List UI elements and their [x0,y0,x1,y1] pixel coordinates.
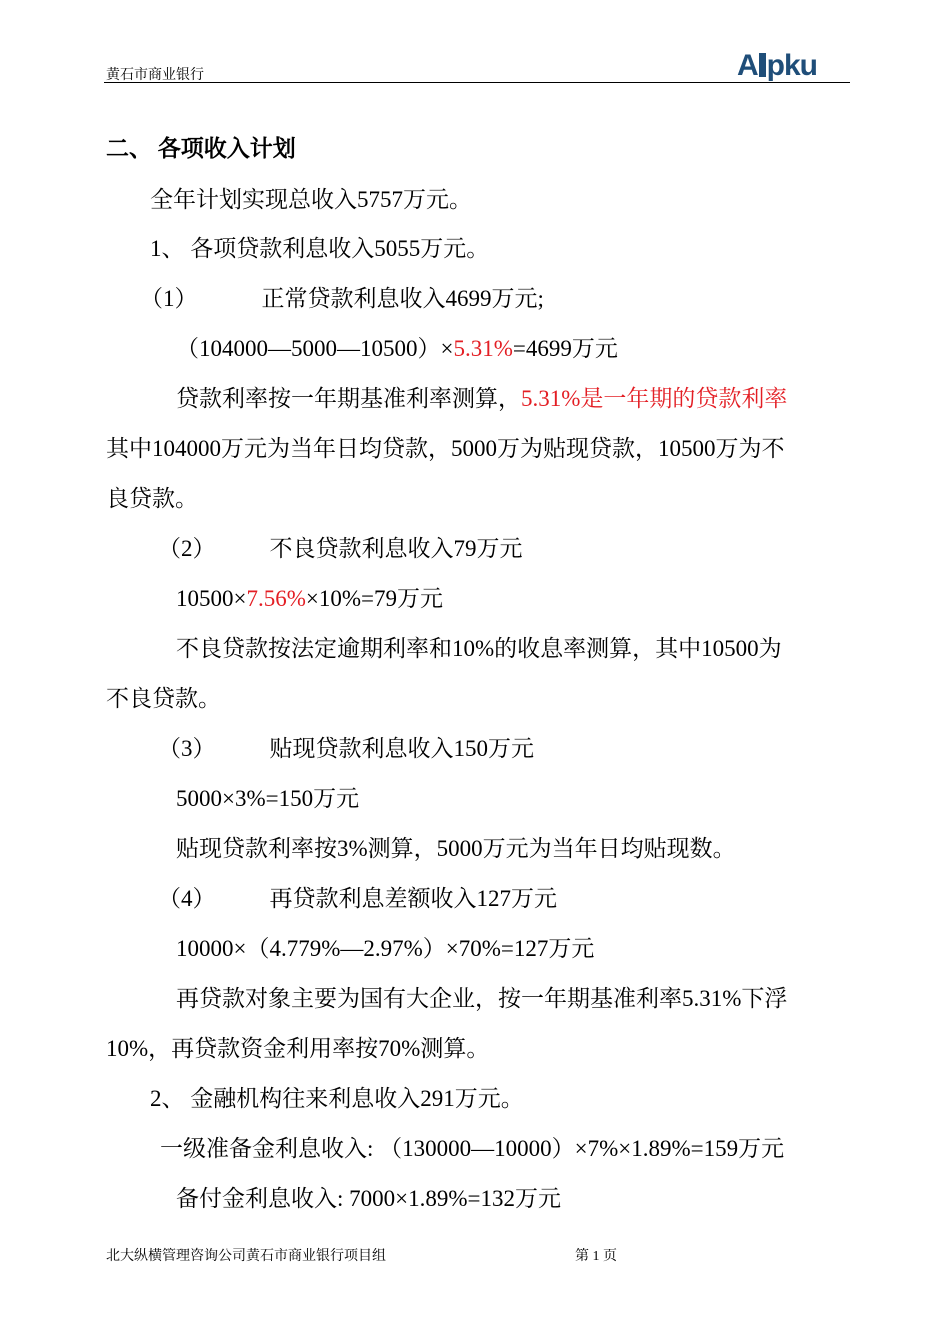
item-1-heading: 1、 各项贷款利息收入5055万元。 [150,236,490,261]
header-org-name: 黄石市商业银行 [106,68,204,83]
formula-part: =4699万元 [512,336,618,361]
formula-2 [176,584,443,614]
sub-item-text: 贴现贷款利息收入150万元 [269,736,534,761]
sub-item-number: （4） [158,886,216,911]
body-text: 不良贷款按法定逾期利率和10%的收息率测算，其中10500为 [176,636,782,661]
sub-item-number: （1） [140,286,198,311]
body-text: 再贷款对象主要为国有大企业，按一年期基准利率5.31%下浮 [176,986,788,1011]
sub-item-text: 再贷款利息差额收入127万元 [269,886,557,911]
body-text: 不良贷款。 [106,686,221,711]
sub-item-4 [158,884,557,914]
formula-3: 5000×3%=150万元 [176,786,360,811]
sub-item-3 [158,734,534,764]
highlight-rate: 7.56% [246,586,306,611]
sub-item-text: 正常贷款利息收入4699万元; [261,286,544,311]
sub-item-number: （3） [158,736,216,761]
body-text: 贴现贷款利率按3%测算，5000万元为当年日均贴现数。 [176,836,736,861]
body-text: 良贷款。 [106,486,198,511]
footer-project: 北大纵横管理咨询公司黄石市商业银行项目组 [106,1249,386,1264]
body-text: 10%，再贷款资金利用率按70%测算。 [106,1036,490,1061]
formula-1 [176,334,618,364]
note-text: 贷款利率按一年期基准利率测算， [176,386,521,411]
header-divider [104,82,850,83]
formula-part: （104000—5000—10500）× [176,336,454,361]
sub-item-2 [158,534,523,564]
footer-page-number: 第 1 页 [575,1249,617,1264]
highlight-rate: 5.31% [453,336,513,361]
formula-4: 10000×（4.779%—2.97%）×70%=127万元 [176,936,595,961]
sub-item-number: （2） [158,536,216,561]
formula-part: 10500× [176,586,247,611]
sub-item-1 [140,284,544,314]
company-logo: A pku [737,49,818,82]
sub-item-text: 不良贷款利息收入79万元 [269,536,523,561]
item-2-heading: 2、 金融机构往来利息收入291万元。 [150,1086,524,1111]
formula-5: 一级准备金利息收入: （130000—10000）×7%×1.89%=159万元 [160,1136,785,1161]
formula-part: ×10%=79万元 [305,586,444,611]
section-title: 二、 各项收入计划 [106,136,296,161]
rate-note-1 [176,384,787,414]
formula-6: 备付金利息收入: 7000×1.89%=132万元 [176,1186,561,1211]
body-text: 其中104000万元为当年日均贷款，5000万为贴现贷款，10500万为不 [106,436,785,461]
highlight-note: 5.31%是一年期的贷款利率 [521,386,788,411]
total-income-line: 全年计划实现总收入5757万元。 [150,187,472,212]
